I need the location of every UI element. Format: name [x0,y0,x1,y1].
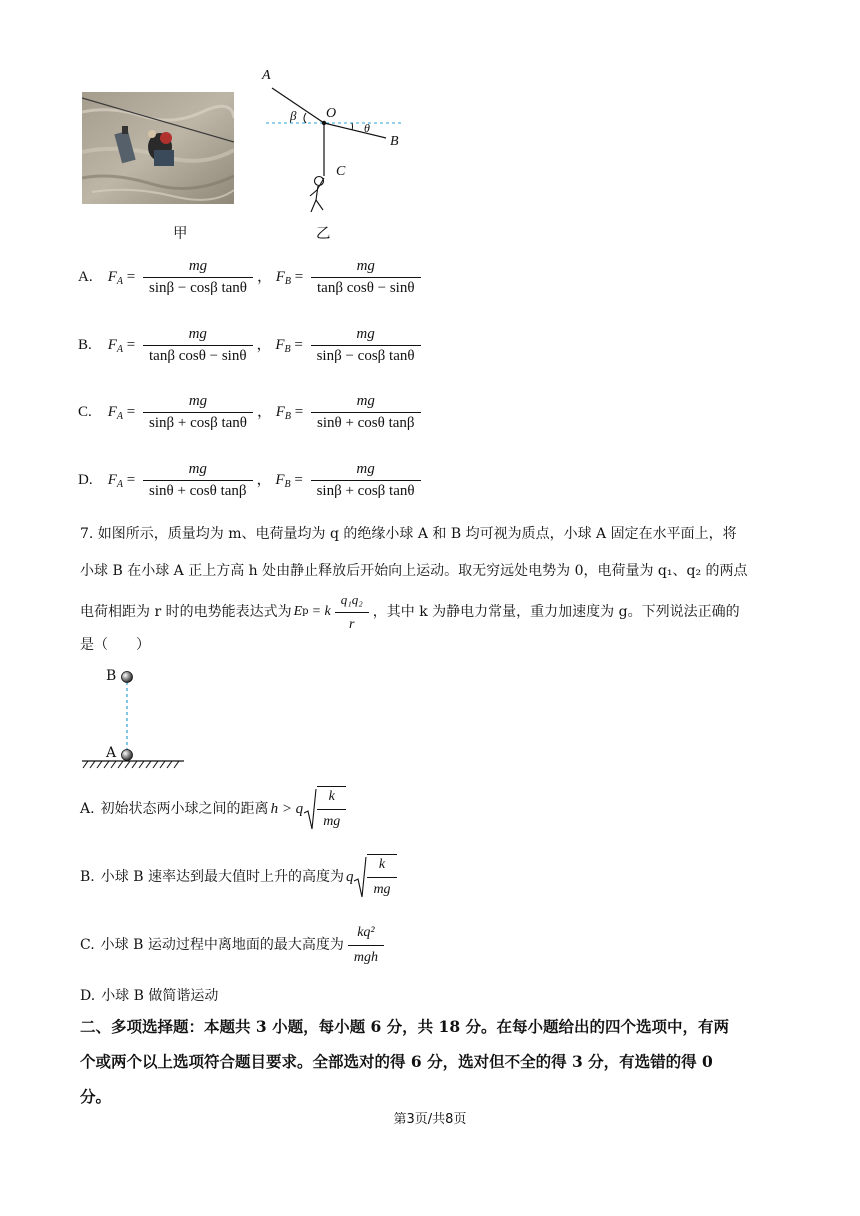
label-c: C [336,164,346,179]
label-b: B [390,134,399,149]
q6-option-a[interactable]: A. $F_A$ = $\frac{mg}{\text{sinβ − cosβ tanθ}}$ ， $F_B$ = $\frac{mg}{\text{tanβ cosθ − sinθ}}$ [78,258,425,297]
option-label: C. [78,403,92,420]
potential-energy-fraction: $\frac{\text{q₁q₂}}{r}$ [335,590,369,635]
option-label: B. [78,336,92,353]
option-label: A. [78,268,93,285]
figure-caption-jia: 甲 [173,226,188,242]
label-theta: θ [364,121,370,135]
page-number: 第3页/共8页 [393,1112,467,1127]
option-label: D. [78,471,93,488]
q7-option-b[interactable]: B. 小球 B 速率达到最大值时上升的高度为 q $\frac{k}{mg}$ [80,854,397,900]
q7-line-1: 7. 如图所示，质量均为 m、电荷量均为 q 的绝缘小球 A 和 B 均可视为质点，小球 A 固定在水平面上，将 [80,526,737,542]
ball-a-label: A [106,745,117,761]
fb-fraction: $\frac{mg}{\text{sinβ + cosβ tanθ}}$ [311,461,421,500]
ball-b-label: B [106,668,117,684]
section-2-line-1: 二、多项选择题：本题共 3 小题，每小题 6 分，共 18 分。在每小题给出的四个选项中，有两 [80,1017,730,1036]
fb-fraction: $\frac{mg}{\text{sinθ + cosθ tanβ}}$ [311,393,421,432]
force-diagram [256,66,406,226]
fb-fraction: $\frac{mg}{\text{tanβ cosθ − sinθ}}$ [311,258,421,297]
sqrt-expression: $\frac{k}{mg}$ [353,854,396,900]
sqrt-expression: $\frac{k}{mg}$ [303,786,346,832]
fa-fraction: $\frac{mg}{\text{sinβ − cosβ tanθ}}$ [143,258,253,297]
q7-option-c[interactable]: C. 小球 B 运动过程中离地面的最大高度为 $\frac{\text{kq²}}{\text{mgh}}$ [80,922,388,968]
max-height-fraction: $\frac{\text{kq²}}{\text{mgh}}$ [348,923,384,968]
fa-fraction: $\frac{mg}{\text{sinθ + cosθ tanβ}}$ [143,461,253,500]
q6-option-b[interactable]: B. $F_A$ = $\frac{mg}{\text{tanβ cosθ − sinθ}}$ ， $F_B$ = $\frac{mg}{\text{sinβ − cosβ tanθ}}$ [78,326,425,365]
label-beta: β [290,108,297,123]
q7-line-3: 电荷相距为 r 时的电势能表达式为 E p = k $\frac{\text{q₁q₂}}{r}$ ，其中 k 为静电力常量，重力加速度为 g。下列说法正确的 [80,592,740,632]
q7-figure-svg [80,664,190,774]
fa-fraction: $\frac{mg}{\text{sinβ + cosβ tanθ}}$ [143,393,253,432]
section-2-line-3: 分。 [80,1087,112,1106]
fa-fraction: $\frac{mg}{\text{tanβ cosθ − sinθ}}$ [143,326,253,365]
fb-fraction: $\frac{mg}{\text{sinβ − cosβ tanθ}}$ [311,326,421,365]
photo-illustration [82,92,234,204]
q7-option-a[interactable]: A. 初始状态两小球之间的距离 h > q $\frac{k}{mg}$ [80,786,346,832]
label-a: A [262,68,271,83]
figure-caption-yi: 乙 [316,226,331,242]
q7-figure [80,664,190,774]
diagram-svg [256,66,406,226]
q6-option-d[interactable]: D. $F_A$ = $\frac{mg}{\text{sinθ + cosθ tanβ}}$ ， $F_B$ = $\frac{mg}{\text{sinβ + cosβ tanθ}}$ [78,461,425,500]
zipline-photo [82,92,234,204]
q7-option-d[interactable]: D. 小球 B 做简谐运动 [80,988,219,1004]
q7-line-4: 是（ ） [80,637,150,653]
section-2-line-2: 个或两个以上选项符合题目要求。全部选对的得 6 分，选对但不全的得 3 分，有选错的得 0 [80,1052,713,1071]
label-o: O [326,106,337,121]
q6-option-c[interactable]: C. $F_A$ = $\frac{mg}{\text{sinβ + cosβ tanθ}}$ ， $F_B$ = $\frac{mg}{\text{sinθ + cosθ tanβ}}$ [78,393,425,432]
q7-line-2: 小球 B 在小球 A 正上方高 h 处由静止释放后开始向上运动。取无穷远处电势为 0，电荷量为 q₁、q₂ 的两点 [80,563,748,579]
